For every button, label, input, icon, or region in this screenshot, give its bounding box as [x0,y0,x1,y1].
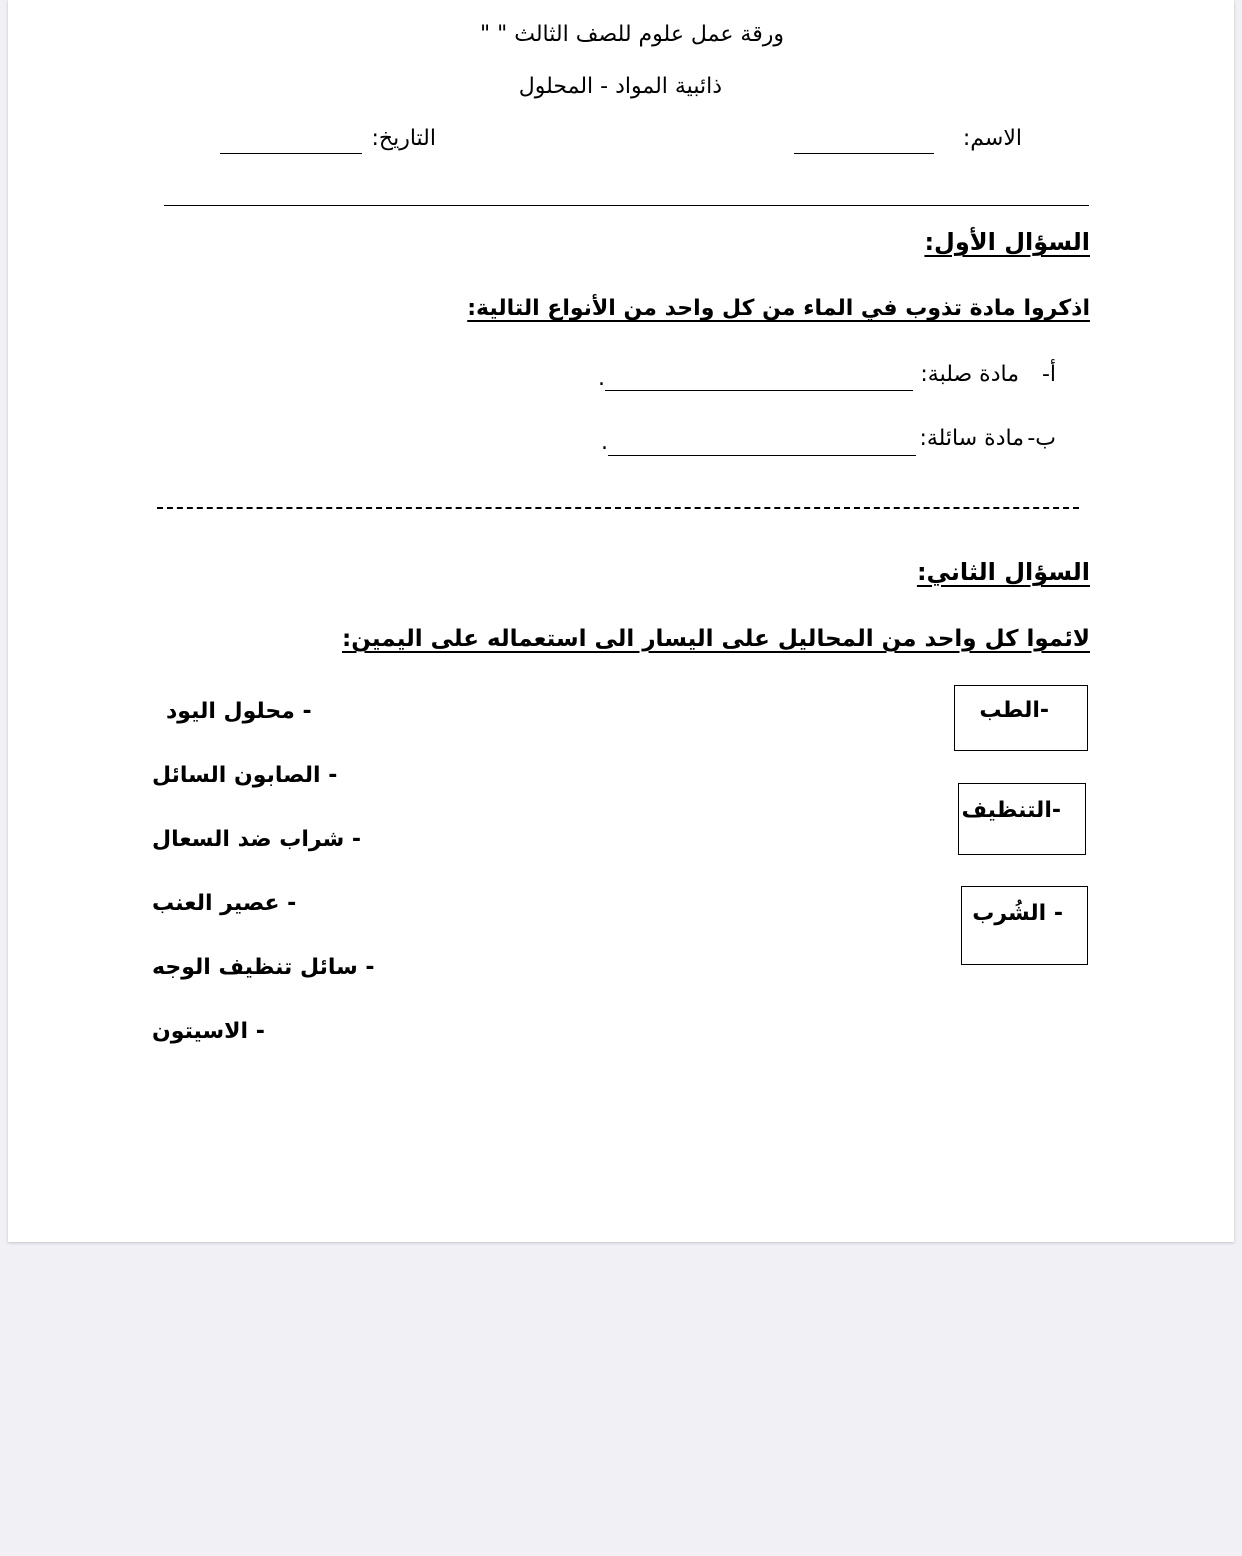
use-box-medicine[interactable] [954,685,1088,751]
use-label-cleaning: -التنظيف [961,798,1061,823]
use-label-medicine: -الطب [979,698,1049,723]
q1-instruction: اذكروا مادة تذوب في الماء من كل واحد من الأنواع التالية: [467,296,1090,321]
q1-item-a-marker: أ- [1041,362,1056,387]
date-label: التاريخ: [371,126,436,151]
solution-acetone[interactable]: - الاسيتون [152,1019,265,1044]
use-label-drinking: - الشُرب [972,901,1063,926]
date-blank-line[interactable] [220,153,362,154]
worksheet-title: ورقة عمل علوم للصف الثالث " " [480,22,784,47]
q1-item-a-period: . [598,366,605,391]
q1-item-a-label: مادة صلبة: [920,362,1019,387]
solution-cough-syrup[interactable]: - شراب ضد السعال [152,827,361,852]
use-box-drinking[interactable] [961,886,1088,965]
q1-item-b-answer-line[interactable] [608,455,916,456]
header-divider [164,205,1089,206]
q1-item-a-answer-line[interactable] [605,390,913,391]
name-label: الاسم: [962,126,1022,151]
worksheet-subtitle: ذائبية المواد - المحلول [518,74,722,99]
q1-item-b-marker: ب- [1027,426,1056,451]
q2-heading: السؤال الثاني: [916,558,1090,586]
q1-item-b-label: مادة سائلة: [919,426,1024,451]
solution-liquid-soap[interactable]: - الصابون السائل [152,763,338,788]
section-divider [157,507,1079,509]
name-blank-line[interactable] [794,153,934,154]
solution-grape-juice[interactable]: - عصير العنب [152,891,297,916]
solution-iodine[interactable]: - محلول اليود [166,699,312,724]
q1-heading: السؤال الأول: [924,228,1090,256]
worksheet-page [8,0,1234,1242]
use-box-cleaning[interactable] [958,783,1086,855]
q2-instruction: لائموا كل واحد من المحاليل على اليسار الى استعماله على اليمين: [342,626,1090,652]
q1-item-b-period: . [601,430,608,455]
solution-face-cleanser[interactable]: - سائل تنظيف الوجه [152,955,375,980]
